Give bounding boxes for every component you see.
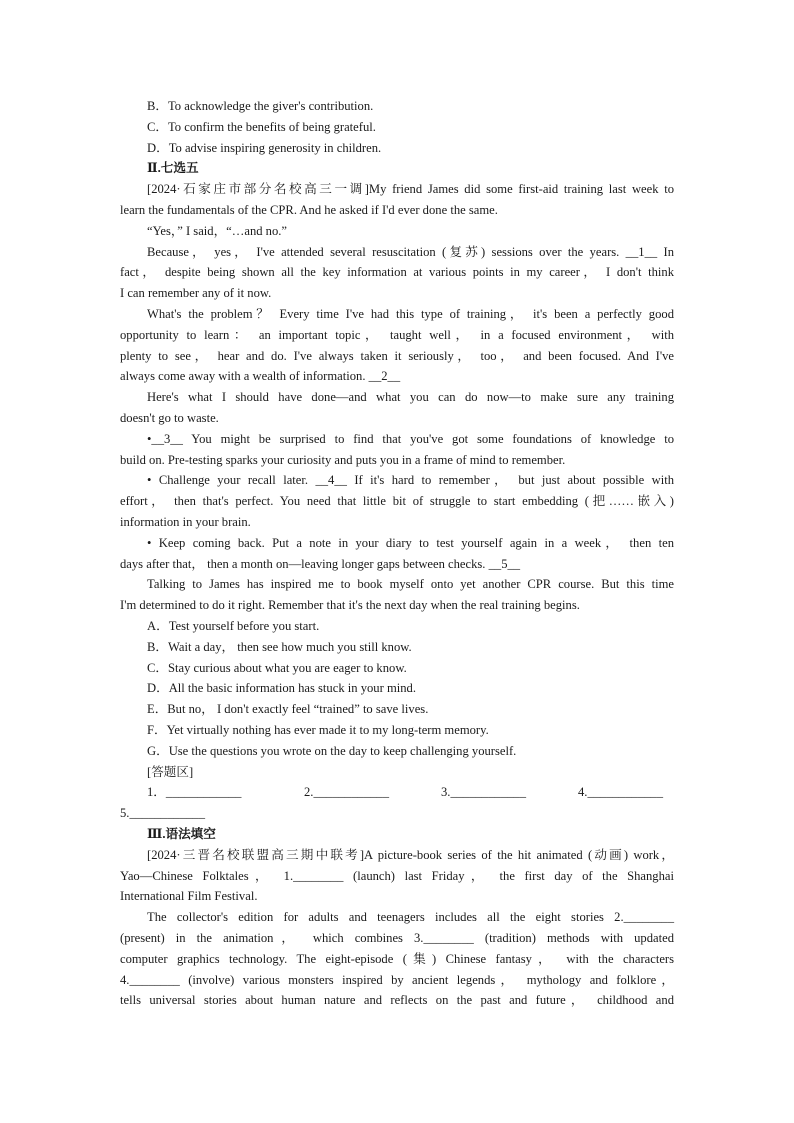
section-heading-seven-choose-five: Ⅱ.七选五 bbox=[147, 161, 199, 175]
option-b: B．Wait a day， then see how much you still know. bbox=[147, 640, 412, 654]
answer-blank-3[interactable]: 3.____________ bbox=[441, 785, 527, 799]
passage-line: plenty to see， hear and do. I've always taken it seriously， too， and been focused. And I've bbox=[120, 349, 674, 363]
option-g: G．Use the questions you wrote on the day to keep challenging yourself. bbox=[147, 744, 517, 758]
passage-line: Yao—Chinese Folktales， 1.________ (launch) last Friday， the first day of the Shanghai bbox=[120, 869, 674, 883]
answer-blank-4[interactable]: 4.____________ bbox=[578, 785, 664, 799]
passage-line: information in your brain. bbox=[120, 515, 251, 529]
passage-line: (present) in the animation， which combines 3.________ (tradition) methods with updated bbox=[120, 931, 674, 945]
option-d: D．All the basic information has stuck in your mind. bbox=[147, 681, 416, 695]
passage-line: Here's what I should have done—and what you can do now—to make sure any training bbox=[147, 390, 674, 404]
passage-line: The collector's edition for adults and teenagers includes all the eight stories 2.________ bbox=[147, 910, 674, 924]
answer-area-label: [答题区] bbox=[147, 765, 194, 779]
answer-blank-5[interactable]: 5.____________ bbox=[120, 806, 206, 820]
option-e: E．But no， I don't exactly feel “trained” to save lives. bbox=[147, 702, 429, 716]
passage-line: computer graphics technology. The eight-episode (集) Chinese fantasy， with the characters bbox=[120, 952, 674, 966]
answer-blank-2[interactable]: 2.____________ bbox=[304, 785, 390, 799]
passage-line: • Challenge your recall later. __4__ If it's hard to remember， but just about possible with bbox=[147, 473, 674, 487]
option-d-q4: D．To advise inspiring generosity in children. bbox=[147, 141, 382, 155]
passage-line: [2024·三晋名校联盟高三期中联考]A picture-book series of the hit animated (动画) work， bbox=[147, 848, 674, 862]
passage-line: always come away with a wealth of information. __2__ bbox=[120, 369, 401, 383]
passage-line: Because， yes， I've attended several resuscitation (复苏) sessions over the years. __1__ In bbox=[147, 245, 674, 259]
passage-line: What's the problem？ Every time I've had this type of training， it's been a perfectly good bbox=[147, 307, 674, 321]
passage-line: learn the fundamentals of the CPR. And he asked if I'd ever done the same. bbox=[120, 203, 498, 217]
passage-line: International Film Festival. bbox=[120, 889, 258, 903]
passage-line: build on. Pre-testing sparks your curiosity and puts you in a frame of mind to remember. bbox=[120, 453, 566, 467]
passage-line: Talking to James has inspired me to book myself onto yet another CPR course. But this time bbox=[147, 577, 674, 591]
passage-line: •__3__ You might be surprised to find that you've got some foundations of knowledge to bbox=[147, 432, 674, 446]
option-c: C．Stay curious about what you are eager to know. bbox=[147, 661, 407, 675]
passage-line: I'm determined to do it right. Remember that it's the next day when the real training begins. bbox=[120, 598, 580, 612]
passage-line: 4.________ (involve) various monsters inspired by ancient legends， mythology and folklore， bbox=[120, 973, 674, 987]
answer-row bbox=[120, 782, 674, 802]
passage-line: • Keep coming back. Put a note in your diary to test yourself again in a week， then ten bbox=[147, 536, 674, 550]
option-b-q4: B．To acknowledge the giver's contribution. bbox=[147, 99, 374, 113]
passage-line: doesn't go to waste. bbox=[120, 411, 219, 425]
passage-line: fact， despite being shown all the key information at various points in my career， I don't think bbox=[120, 265, 674, 279]
section-heading-grammar-fill: Ⅲ.语法填空 bbox=[147, 827, 216, 841]
passage-line: [2024·石家庄市部分名校高三一调]My friend James did some first-aid training last week to bbox=[147, 182, 674, 196]
passage-line: opportunity to learn： an important topic， taught well， in a focused environment， with bbox=[120, 328, 674, 342]
passage-line: I can remember any of it now. bbox=[120, 286, 272, 300]
passage-line: “Yes，” I said，“…and no.” bbox=[147, 224, 288, 238]
answer-blank-1[interactable]: 1．____________ bbox=[147, 785, 242, 799]
passage-line: tells universal stories about human nature and reflects on the past and future， childhood and bbox=[120, 993, 674, 1007]
passage-line: days after that， then a month on—leaving longer gaps between checks. __5__ bbox=[120, 557, 521, 571]
option-c-q4: C．To confirm the benefits of being grateful. bbox=[147, 120, 376, 134]
option-f: F．Yet virtually nothing has ever made it to my long-term memory. bbox=[147, 723, 489, 737]
option-a: A．Test yourself before you start. bbox=[147, 619, 320, 633]
passage-line: effort， then that's perfect. You need that little bit of struggle to start embedding (把……嵌入) bbox=[120, 494, 674, 508]
